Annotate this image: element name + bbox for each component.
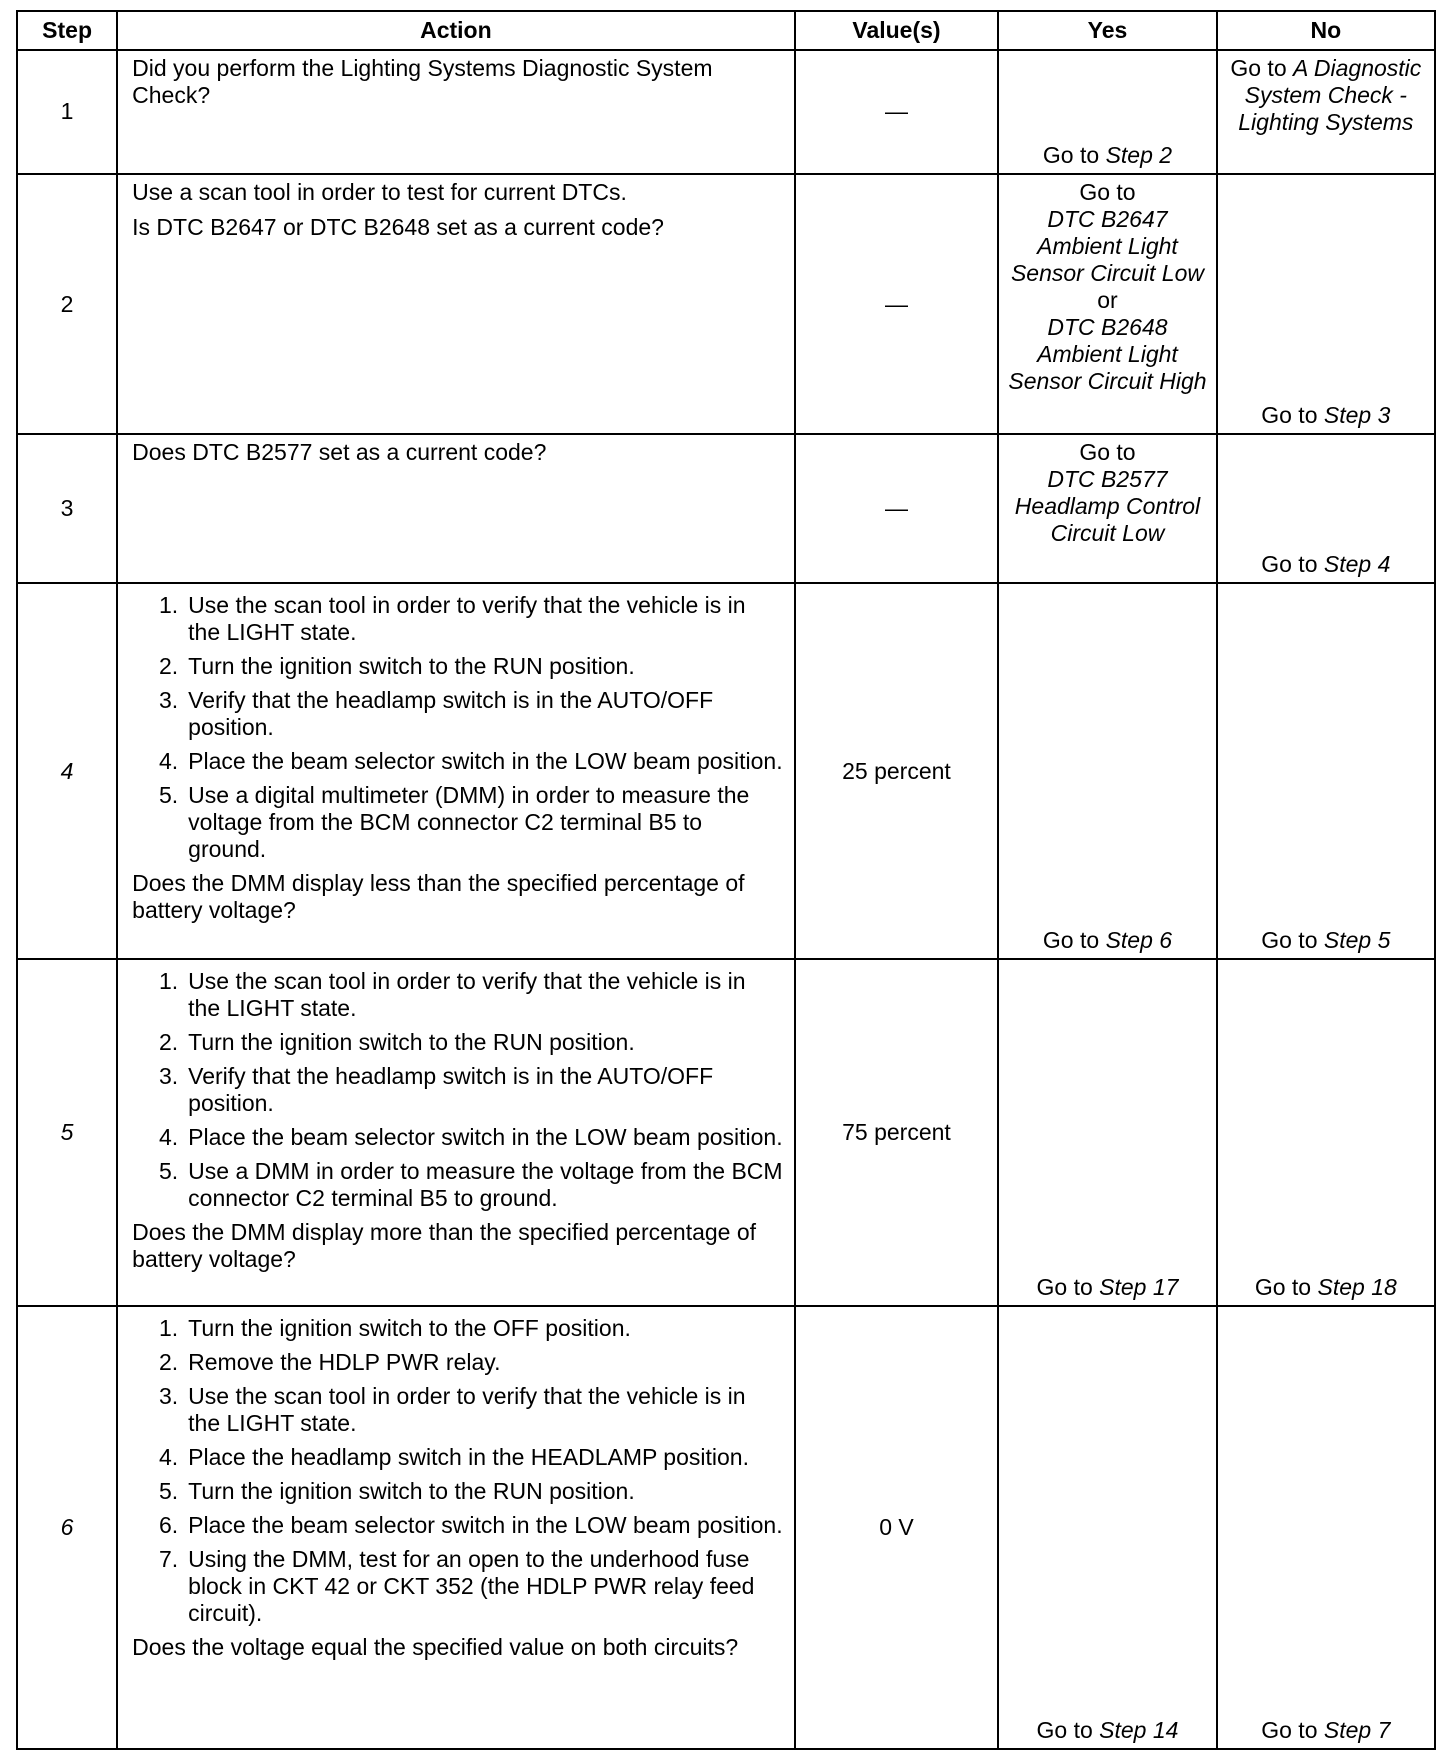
table-row-step-1 (17, 50, 1435, 174)
list-item: 2. Remove the HDLP PWR relay. (158, 1349, 501, 1376)
yes-link[interactable]: Go to Step 17 (1036, 1274, 1179, 1301)
header-values: Value(s) (795, 11, 999, 50)
table-row-step-5 (17, 959, 1435, 1306)
list-item: 4. Place the headlamp switch in the HEADLAMP position. (158, 1444, 749, 1471)
header-no: No (1217, 11, 1435, 50)
no-cell (1217, 1306, 1435, 1749)
list-item: 5. Turn the ignition switch to the RUN position. (158, 1478, 635, 1505)
header-yes: Yes (998, 11, 1216, 50)
action-cell (117, 583, 794, 958)
list-item: 1. Turn the ignition switch to the OFF position. (158, 1315, 631, 1342)
action-cell (117, 174, 794, 435)
step-number: 3 (17, 434, 117, 583)
action-text: Use a scan tool in order to test for current DTCs. (132, 178, 627, 205)
action-question: Does the DMM display more than the specified percentage of battery voltage? (132, 1218, 757, 1272)
step-number: 2 (17, 174, 117, 435)
action-question: Does the DMM display less than the specified percentage of battery voltage? (132, 870, 745, 924)
value-cell: 25 percent (795, 583, 999, 958)
no-cell (1217, 959, 1435, 1306)
list-item: 2. Turn the ignition switch to the RUN position. (158, 653, 635, 680)
list-item: 4. Place the beam selector switch in the LOW beam position. (158, 1123, 783, 1150)
action-cell (117, 50, 794, 174)
list-item: 3. Verify that the headlamp switch is in the AUTO/OFF position. (158, 687, 714, 741)
no-link[interactable]: Go to A Diagnostic System Check - Lighting Systems (1230, 55, 1422, 135)
action-steps-list (132, 592, 783, 863)
yes-cell (998, 434, 1216, 583)
list-item: 1. Use the scan tool in order to verify that the vehicle is in the LIGHT state. (158, 592, 746, 646)
value-cell: — (795, 174, 999, 435)
value-cell: 75 percent (795, 959, 999, 1306)
list-item: 5. Use a DMM in order to measure the voltage from the BCM connector C2 terminal B5 to ground. (158, 1157, 783, 1211)
yes-link[interactable]: Go to Step 2 (1042, 141, 1173, 168)
yes-cell (998, 50, 1216, 174)
value-cell: — (795, 50, 999, 174)
list-item: 5. Use a digital multimeter (DMM) in order to measure the voltage from the BCM connector C2 terminal B5 to ground. (158, 782, 750, 863)
no-cell (1217, 583, 1435, 958)
header-action: Action (117, 11, 794, 50)
yes-link[interactable]: Go to Step 6 (1042, 926, 1173, 953)
action-steps-list (132, 1315, 783, 1627)
yes-link[interactable]: Go to Step 14 (1036, 1717, 1179, 1743)
action-question: Is DTC B2647 or DTC B2648 set as a current code? (132, 213, 664, 240)
action-steps-list (132, 968, 783, 1212)
table-row-step-4 (17, 583, 1435, 958)
action-text: Does DTC B2577 set as a current code? (132, 439, 547, 466)
action-text: Did you perform the Lighting Systems Diagnostic System Check? (132, 55, 713, 108)
step-number: 4 (17, 583, 117, 958)
yes-link[interactable]: Go to DTC B2577 Headlamp Control Circuit Low (1014, 439, 1201, 547)
no-link[interactable]: Go to Step 18 (1254, 1274, 1397, 1301)
value-cell: 0 V (795, 1306, 999, 1749)
no-link[interactable]: Go to Step 4 (1261, 551, 1391, 578)
yes-cell (998, 583, 1216, 958)
step-number: 1 (17, 50, 117, 174)
list-item: 3. Verify that the headlamp switch is in the AUTO/OFF position. (158, 1062, 714, 1116)
no-link[interactable]: Go to Step 7 (1261, 1717, 1391, 1743)
list-item: 4. Place the beam selector switch in the LOW beam position. (158, 748, 783, 775)
list-item: 1. Use the scan tool in order to verify that the vehicle is in the LIGHT state. (158, 967, 746, 1021)
action-cell (117, 434, 794, 583)
action-cell (117, 959, 794, 1306)
header-step: Step (17, 11, 117, 50)
yes-cell (998, 959, 1216, 1306)
yes-link[interactable]: Go to DTC B2647 Ambient Light Sensor Circuit Low or DTC B2648 Ambient Light Sensor Circuit High (1008, 178, 1207, 394)
value-cell: — (795, 434, 999, 583)
action-cell (117, 1306, 794, 1749)
diagnostic-table-sheet (16, 10, 1436, 1750)
list-item: 7. Using the DMM, test for an open to the underhood fuse block in CKT 42 or CKT 352 (the HDLP PWR relay feed circuit). (158, 1546, 755, 1627)
table-row-step-2 (17, 174, 1435, 435)
list-item: 6. Place the beam selector switch in the LOW beam position. (158, 1512, 783, 1539)
step-number: 5 (17, 959, 117, 1306)
yes-cell (998, 174, 1216, 435)
header-row (17, 11, 1435, 50)
no-cell (1217, 434, 1435, 583)
list-item: 3. Use the scan tool in order to verify that the vehicle is in the LIGHT state. (158, 1383, 746, 1437)
no-link[interactable]: Go to Step 5 (1261, 926, 1391, 953)
step-number: 6 (17, 1306, 117, 1749)
table-row-step-6 (17, 1306, 1435, 1749)
yes-cell (998, 1306, 1216, 1749)
list-item: 2. Turn the ignition switch to the RUN position. (158, 1028, 635, 1055)
no-cell (1217, 174, 1435, 435)
no-cell (1217, 50, 1435, 174)
action-question: Does the voltage equal the specified value on both circuits? (132, 1634, 739, 1661)
table-row-step-3 (17, 434, 1435, 583)
no-link[interactable]: Go to Step 3 (1261, 402, 1391, 429)
diagnostic-table (16, 10, 1436, 1750)
